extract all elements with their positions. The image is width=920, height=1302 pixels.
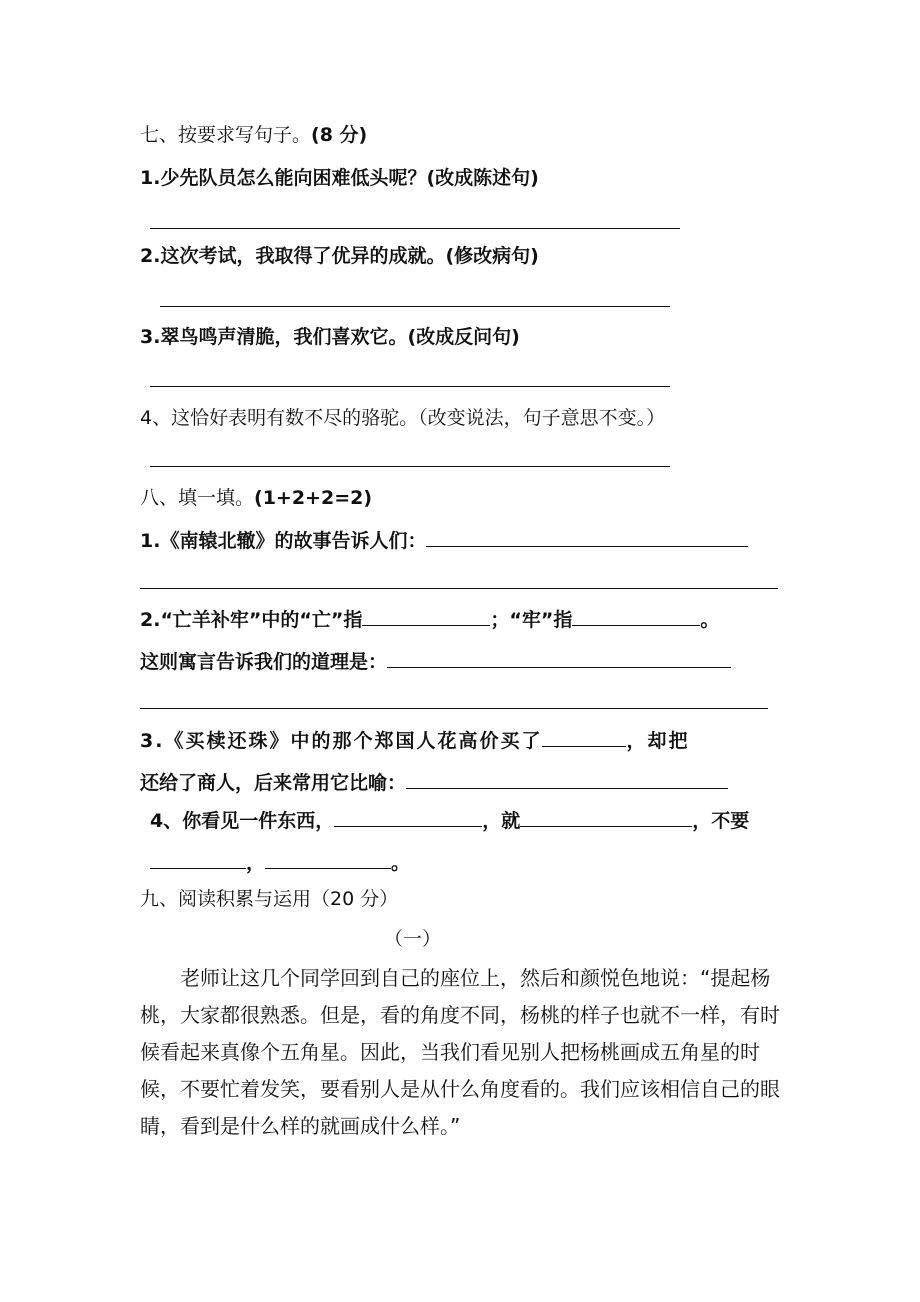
section-8-heading: 八、填一填。(1+2+2=2) (140, 487, 373, 509)
fill-blank-8-1[interactable] (426, 528, 748, 547)
fill-blank-8-2-wang[interactable] (362, 607, 490, 626)
question-7-1: 1.少先队员怎么能向困难低头呢？(改成陈述句) (140, 167, 539, 189)
question-7-4: 4、这恰好表明有数不尽的骆驼。（改变说法，句子意思不变。） (140, 407, 666, 429)
question-7-3: 3.翠鸟鸣声清脆，我们喜欢它。(改成反问句) (140, 326, 520, 348)
fill-blank-8-4-b[interactable] (520, 808, 692, 827)
reading-paragraph: 老师让这几个同学回到自己的座位上，然后和颜悦色地说：“提起杨桃，大家都很熟悉。但是，看的角度不同，杨桃的样子也就不一样，有时候看起来真像个五角星。因此，当我们看见别人把杨桃画成五角星的时候，不要忙着发笑，要看别人是从什么角度看的。我们应该相信自己的眼睛，看到是什么样的就画成什么样。” (140, 966, 780, 1138)
answer-line-8-2[interactable] (140, 708, 768, 709)
fill-blank-8-3-bought[interactable] (542, 728, 626, 747)
question-8-4-line2: ， 。 (150, 850, 410, 875)
question-8-3: 3.《买椟还珠》中的那个郑国人花高价买了 ，却把 (140, 730, 690, 752)
fill-blank-8-4-c[interactable] (150, 850, 246, 869)
answer-line-7-3[interactable] (150, 386, 670, 387)
question-8-2-line2: 这则寓言告诉我们的道理是： (140, 649, 731, 674)
answer-line-7-4[interactable] (150, 466, 670, 467)
fill-blank-8-4-a[interactable] (334, 808, 482, 827)
section-9-heading: 九、阅读积累与运用（20 分） (140, 888, 399, 910)
fill-blank-8-2-lesson[interactable] (387, 649, 731, 668)
question-8-2: 2.“亡羊补牢”中的“亡”指 ；“牢”指 。 (140, 609, 720, 631)
answer-line-8-1[interactable] (140, 588, 778, 589)
fill-blank-8-4-d[interactable] (265, 850, 391, 869)
question-8-3-line2: 还给了商人，后来常用它比喻： (140, 770, 728, 795)
reading-subheading: （一） (384, 928, 442, 950)
answer-line-7-2[interactable] (160, 306, 670, 307)
section-7-heading: 七、按要求写句子。(8 分) (140, 124, 368, 146)
fill-blank-8-3-metaphor[interactable] (406, 770, 728, 789)
question-8-1: 1.《南辕北辙》的故事告诉人们： (140, 528, 748, 553)
reading-passage (140, 960, 790, 1145)
question-8-4: 4、你看见一件东西， ，就 ，不要 (150, 810, 750, 832)
question-7-2: 2.这次考试，我取得了优异的成就。(修改病句) (140, 245, 539, 267)
answer-line-7-1[interactable] (150, 228, 680, 229)
fill-blank-8-2-lao[interactable] (572, 607, 700, 626)
